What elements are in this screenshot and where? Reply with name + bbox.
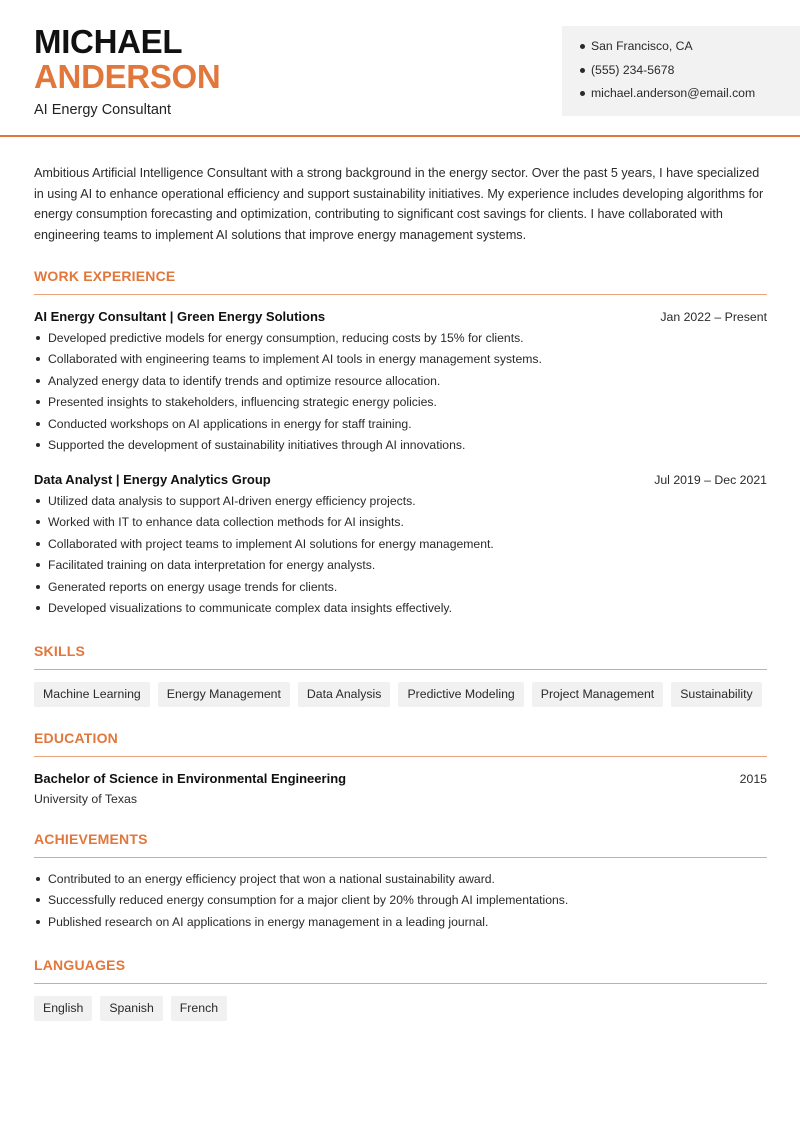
skill-tag: Machine Learning: [34, 682, 150, 707]
bullet-icon: [36, 336, 40, 340]
contact-email-text: michael.anderson@email.com: [591, 86, 756, 100]
job-entry: [34, 309, 767, 460]
contact-location: [580, 39, 800, 63]
education-entry: [34, 771, 767, 806]
list-item: [34, 438, 767, 460]
list-item-text: Collaborated with project teams to implement AI solutions for energy management.: [48, 536, 494, 551]
list-item-text: Supported the development of sustainability initiatives through AI innovations.: [48, 438, 466, 453]
job-bullets: [34, 494, 767, 623]
list-item: [34, 395, 767, 417]
summary: Ambitious Artificial Intelligence Consultant with a strong background in the energy sector. Over the past 5 years, I have specialized in using AI to enhance operational efficiency and support sustainability initiatives. My experience includes developing algorithms for energy consumption forecasting and optimization, contributing to significant cost savings for clients. I have collaborated with engineering teams to implement AI solutions that improve energy management systems.: [34, 166, 764, 243]
education-year: 2015: [739, 771, 767, 786]
job-entry: [34, 472, 767, 623]
job-dates: Jul 2019 – Dec 2021: [654, 472, 767, 487]
job-bullets: [34, 331, 767, 460]
list-item-text: Contributed to an energy efficiency project that won a national sustainability award.: [48, 871, 495, 886]
skill-tag: Project Management: [532, 682, 663, 707]
list-item-text: Facilitated training on data interpretation for energy analysts.: [48, 558, 376, 573]
list-item: [34, 537, 767, 559]
work-experience-section: [34, 268, 767, 623]
bullet-icon: [36, 898, 40, 902]
bullet-icon: [580, 44, 585, 49]
list-item-text: Conducted workshops on AI applications in energy for staff training.: [48, 416, 412, 431]
bullet-icon: [36, 877, 40, 881]
bullet-icon: [36, 379, 40, 383]
education-degree: Bachelor of Science in Environmental Engineering: [34, 770, 347, 786]
list-item: [34, 331, 767, 353]
languages-section: [34, 957, 767, 1021]
achievements-section: [34, 831, 767, 937]
bullet-icon: [580, 68, 585, 73]
job-role: AI Energy Consultant | Green Energy Solutions: [34, 308, 326, 324]
last-name: ANDERSON: [34, 58, 221, 95]
list-item-text: Published research on AI applications in energy management in a leading journal.: [48, 914, 489, 929]
job-role: Data Analyst | Energy Analytics Group: [34, 471, 271, 487]
list-item: [34, 893, 767, 915]
bullet-icon: [36, 920, 40, 924]
section-title: EDUCATION: [34, 730, 767, 757]
list-item-text: Presented insights to stakeholders, influencing strategic energy policies.: [48, 395, 437, 410]
achievements-list: [34, 872, 767, 937]
bullet-icon: [36, 563, 40, 567]
list-item: [34, 601, 767, 623]
bullet-icon: [36, 443, 40, 447]
language-tag: English: [34, 996, 92, 1021]
contact-box: [562, 26, 800, 116]
contact-location-text: San Francisco, CA: [591, 39, 693, 53]
bullet-icon: [36, 422, 40, 426]
list-item: [34, 558, 767, 580]
first-name: MICHAEL: [34, 23, 183, 60]
education-section: [34, 730, 767, 806]
skill-tag: Data Analysis: [298, 682, 391, 707]
bullet-icon: [36, 542, 40, 546]
section-title: LANGUAGES: [34, 957, 767, 984]
resume-body: [34, 163, 767, 1021]
skills-section: [34, 643, 767, 707]
list-item-text: Worked with IT to enhance data collection methods for AI insights.: [48, 515, 404, 530]
skills-tags: [34, 682, 767, 707]
contact-phone: [580, 63, 800, 87]
skill-tag: Predictive Modeling: [398, 682, 523, 707]
section-title: ACHIEVEMENTS: [34, 831, 767, 858]
job-dates: Jan 2022 – Present: [660, 309, 767, 324]
section-title: SKILLS: [34, 643, 767, 670]
language-tag: French: [171, 996, 227, 1021]
bullet-icon: [580, 91, 585, 96]
bullet-icon: [36, 499, 40, 503]
list-item: [34, 515, 767, 537]
section-title: WORK EXPERIENCE: [34, 268, 767, 295]
job-title: AI Energy Consultant: [34, 102, 172, 118]
list-item-text: Collaborated with engineering teams to implement AI tools in energy management systems.: [48, 352, 542, 367]
bullet-icon: [36, 606, 40, 610]
list-item: [34, 352, 767, 374]
language-tags: [34, 996, 767, 1021]
list-item-text: Utilized data analysis to support AI-driven energy efficiency projects.: [48, 493, 416, 508]
list-item-text: Generated reports on energy usage trends for clients.: [48, 579, 338, 594]
list-item: [34, 494, 767, 516]
contact-email: [580, 86, 800, 110]
resume-header: [0, 0, 800, 137]
bullet-icon: [36, 585, 40, 589]
bullet-icon: [36, 520, 40, 524]
skill-tag: Sustainability: [671, 682, 761, 707]
list-item: [34, 872, 767, 894]
list-item-text: Developed predictive models for energy consumption, reducing costs by 15% for clients.: [48, 330, 524, 345]
list-item: [34, 580, 767, 602]
education-school: University of Texas: [34, 791, 137, 806]
bullet-icon: [36, 357, 40, 361]
list-item: [34, 374, 767, 396]
list-item-text: Developed visualizations to communicate complex data insights effectively.: [48, 601, 452, 616]
skill-tag: Energy Management: [158, 682, 290, 707]
list-item-text: Successfully reduced energy consumption for a major client by 20% through AI implementations.: [48, 893, 569, 908]
bullet-icon: [36, 400, 40, 404]
name-block: [34, 24, 220, 118]
list-item: [34, 915, 767, 937]
language-tag: Spanish: [100, 996, 162, 1021]
list-item: [34, 417, 767, 439]
list-item-text: Analyzed energy data to identify trends and optimize resource allocation.: [48, 373, 441, 388]
contact-phone-text: (555) 234-5678: [591, 62, 675, 77]
